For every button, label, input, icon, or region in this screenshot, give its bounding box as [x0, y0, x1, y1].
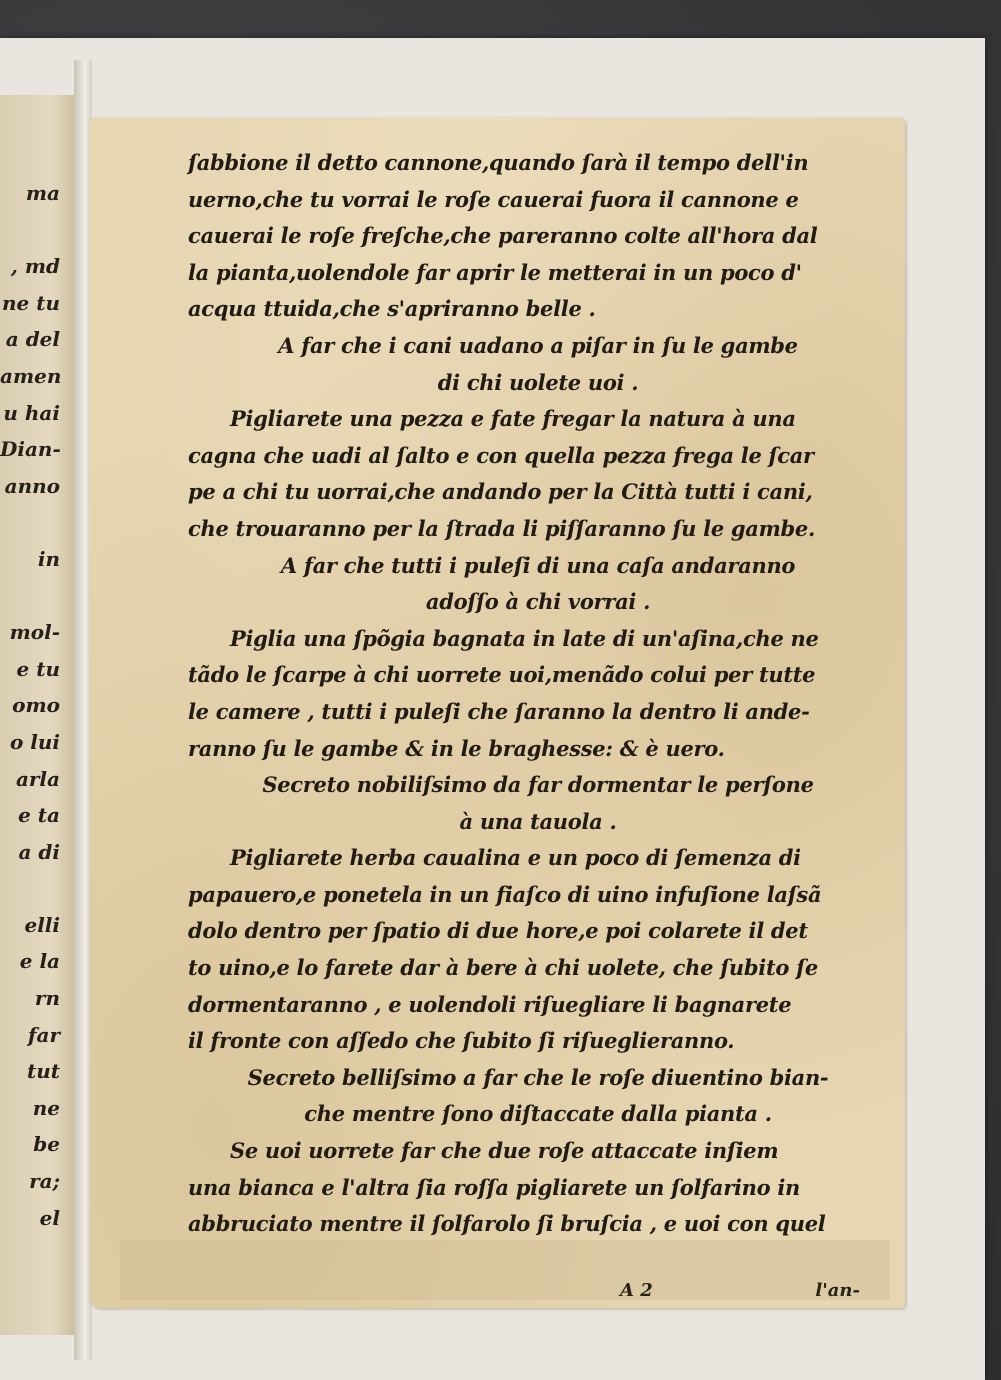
facing-fragment-line: ne	[32, 1095, 60, 1120]
facing-page-fragments	[0, 175, 74, 1236]
text-line: dolo dentro per ſpatio di due hore,e poi colarete il det	[188, 918, 808, 944]
heading-line: adoſſo à chi vorrai .	[425, 589, 651, 615]
text-line: papauero,e ponetela in un fiaſco di uino infuſione laſsã	[188, 881, 822, 907]
text-line: la pianta,uolendole far aprir le metterai in un poco d'	[188, 259, 802, 285]
text-line: che trouaranno per la ſtrada li piſſaranno ſu le gambe.	[188, 515, 815, 541]
facing-fragment-line: u hai	[3, 400, 60, 425]
facing-fragment-line: be	[33, 1132, 60, 1157]
facing-fragment-line: o lui	[9, 729, 60, 754]
text-line: Piglia una ſpõgia bagnata in late di un'aſina,che ne	[230, 625, 819, 651]
facing-fragment-line: e tu	[16, 656, 60, 681]
facing-fragment-line	[0, 212, 74, 249]
facing-fragment-line: e la	[19, 949, 60, 974]
text-line: abbruciato mentre il ſolfarolo ſi bruſcia , e uoi con quel	[188, 1211, 826, 1237]
facing-fragment-line: omo	[12, 693, 60, 718]
text-line: Pigliarete una pezza e fate fregar la natura à una	[230, 406, 796, 432]
text-line: Pigliarete herba caualina e un poco di ſemenza di	[230, 845, 801, 871]
facing-fragment-line: ne tu	[1, 290, 60, 315]
facing-fragment-line: a di	[18, 839, 60, 864]
facing-fragment-line: , md	[10, 254, 60, 279]
page-text-block	[188, 145, 888, 1243]
text-line: tãdo le ſcarpe à chi uorrete uoi,menãdo colui per tutte	[188, 662, 816, 688]
heading-line: di chi uolete uoi .	[437, 369, 639, 395]
text-line: uerno,che tu vorrai le roſe cauerai fuora il cannone e	[188, 186, 799, 212]
text-line: il fronte con aſſedo che ſubito ſi riſueglieranno.	[188, 1028, 735, 1054]
text-line: una bianca e l'altra ſia roſſa pigliarete un ſolfarino in	[188, 1174, 801, 1200]
facing-fragment-line: ra;	[29, 1169, 60, 1194]
heading-line: Secreto belliſsimo a far che le roſe diuentino bian-	[247, 1064, 829, 1090]
facing-fragment-line: e ta	[18, 803, 60, 828]
facing-fragment-line: elli	[24, 912, 60, 937]
facing-fragment-line: far	[27, 1022, 60, 1047]
signature-mark: A 2	[620, 1280, 653, 1301]
facing-fragment-line: Dian-	[0, 437, 61, 462]
text-line: Se uoi uorrete far che due roſe attaccate inſiem	[230, 1138, 779, 1164]
heading-line: che mentre ſono diſtaccate dalla pianta .	[304, 1101, 772, 1127]
text-line: ſabbione il detto cannone,quando ſarà il tempo dell'in	[188, 150, 809, 175]
catchword: l'an-	[815, 1280, 860, 1301]
facing-fragment-line: rn	[34, 986, 60, 1011]
text-line: dormentaranno , e uolendoli riſuegliare li bagnarete	[188, 991, 792, 1017]
facing-fragment-line: arla	[15, 766, 60, 791]
facing-fragment-line: anno	[4, 473, 60, 498]
facing-page	[0, 95, 74, 1335]
text-line: pe a chi tu uorrai,che andando per la Città tutti i cani,	[188, 479, 813, 505]
facing-fragment-line	[0, 504, 74, 541]
facing-fragment-line: in	[37, 546, 60, 571]
facing-fragment-line	[0, 870, 74, 907]
facing-fragment-line: ma	[25, 181, 60, 205]
text-line: to uino,e lo farete dar à bere à chi uolete, che ſubito ſe	[188, 955, 818, 981]
text-line: cagna che uadi al ſalto e con quella pezza frega le ſcar	[188, 442, 814, 468]
facing-fragment-line: a del	[5, 327, 60, 352]
text-line: cauerai le roſe freſche,che pareranno colte all'hora dal	[188, 223, 818, 249]
text-line: acqua ttuida,che s'apriranno belle .	[188, 296, 596, 322]
facing-fragment-line	[0, 578, 74, 615]
page-footer	[200, 1280, 860, 1310]
heading-line: A far che i cani uadano a piſar in ſu le gambe	[278, 332, 798, 358]
heading-line: Secreto nobiliſsimo da far dormentar le perſone	[262, 772, 814, 798]
facing-fragment-line: mol-	[9, 620, 60, 645]
text-line: ranno ſu le gambe & in le braghesse: & è uero.	[188, 735, 725, 761]
heading-line: à una tauola .	[459, 808, 617, 834]
text-line: le camere , tutti i puleſi che ſaranno la dentro li ande-	[188, 698, 810, 724]
facing-fragment-line: el	[39, 1205, 60, 1230]
facing-fragment-line: amen	[0, 363, 62, 388]
facing-fragment-line: tut	[26, 1059, 60, 1084]
heading-line: A far che tutti i puleſi di una caſa andaranno	[280, 552, 796, 578]
